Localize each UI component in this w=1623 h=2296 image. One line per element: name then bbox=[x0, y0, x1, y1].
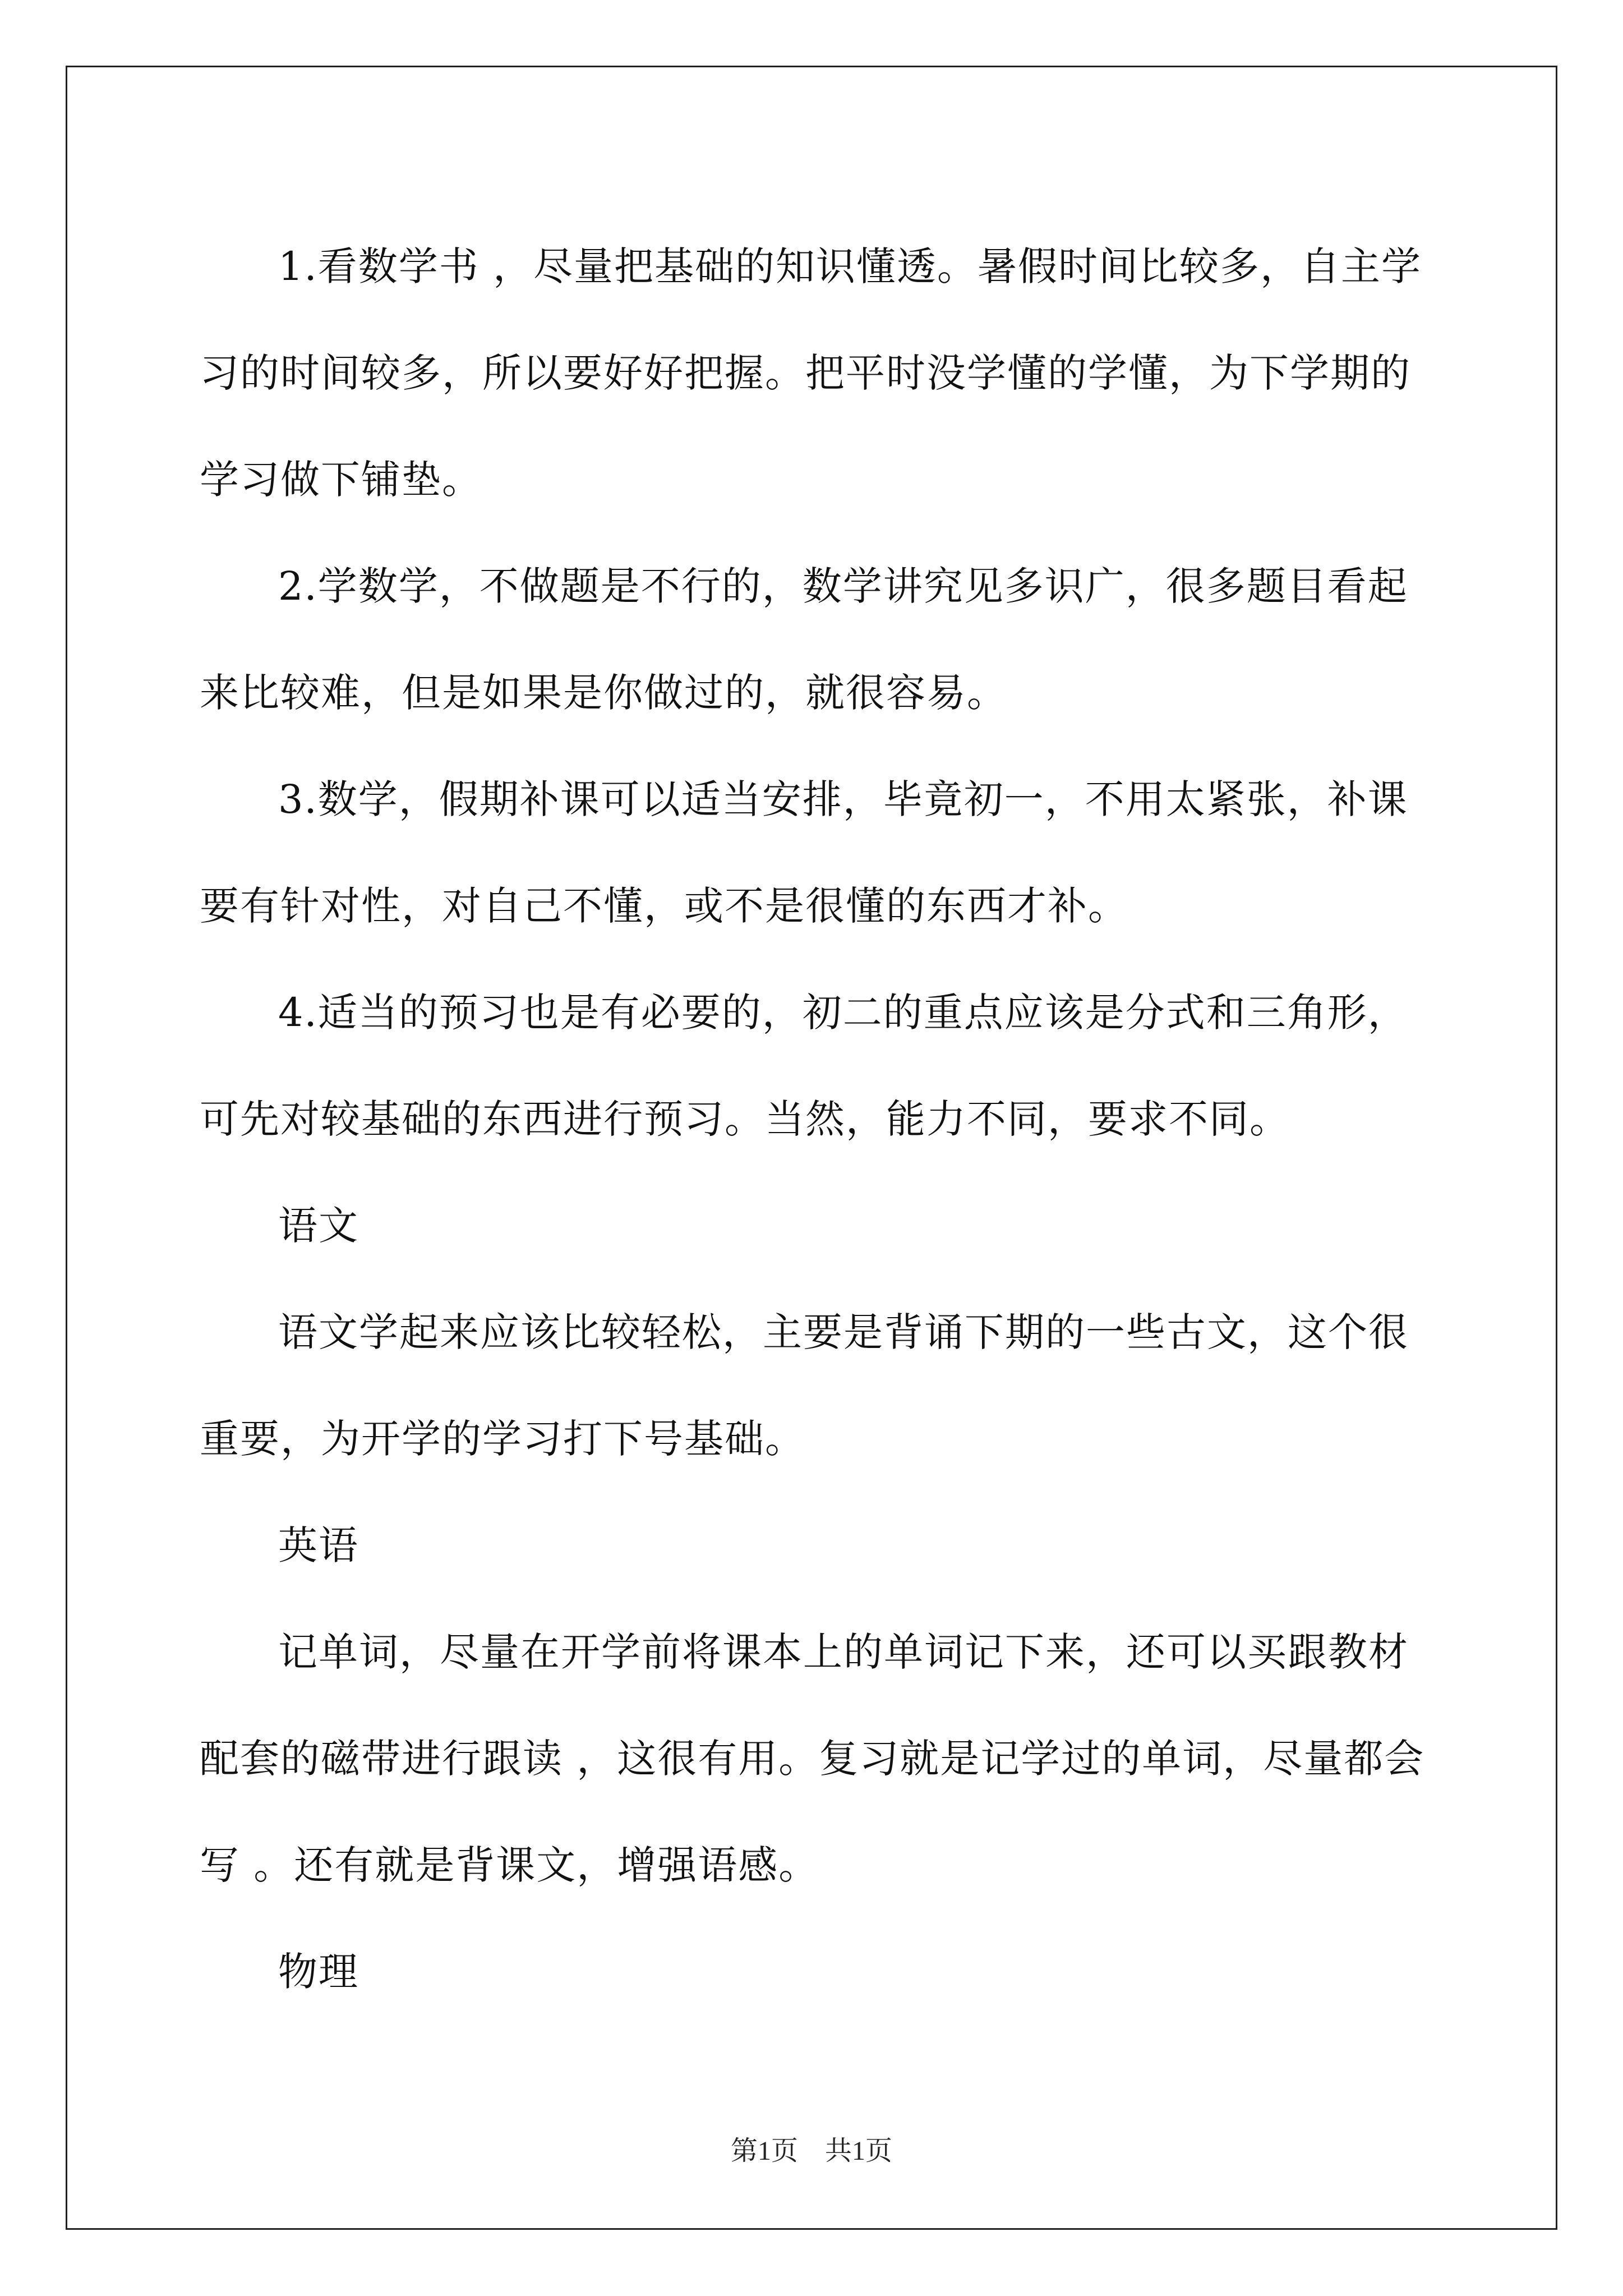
paragraph-math-3: 3.数学，假期补课可以适当安排，毕竟初一，不用太紧张，补课要有针对性，对自己不懂，或不是很懂的东西才补。 bbox=[200, 776, 1408, 929]
paragraph-chinese: 语文学起来应该比较轻松，主要是背诵下期的一些古文，这个很重要，为开学的学习打下号基础。 bbox=[200, 1309, 1409, 1462]
paragraph-english: 记单词，尽量在开学前将课本上的单词记下来，还可以买跟教材配套的磁带进行跟读 ，这很有用。复习就是记学过的单词，尽量都会写 。还有就是背课文，增强语感。 bbox=[200, 1629, 1425, 1888]
page-number: 第1页 共1页 bbox=[730, 2136, 892, 2166]
heading-chinese: 语文 bbox=[278, 1203, 359, 1249]
paragraph-math-2: 2.学数学，不做题是不行的，数学讲究见多识广，很多题目看起来比较难，但是如果是你做过的，就很容易。 bbox=[200, 563, 1408, 716]
paragraph-math-4: 4.适当的预习也是有必要的，初二的重点应该是分式和三角形，可先对较基础的东西进行预习。当然，能力不同，要求不同。 bbox=[200, 990, 1408, 1142]
heading-english: 英语 bbox=[278, 1522, 359, 1568]
paragraph-math-1: 1.看数学书 ，尽量把基础的知识懂透。暑假时间比较多，自主学习的时间较多，所以要好好把握。把平时没学懂的学懂，为下学期的学习做下铺垫。 bbox=[200, 243, 1422, 503]
document-body bbox=[200, 213, 1428, 2025]
heading-physics: 物理 bbox=[278, 1949, 359, 1995]
